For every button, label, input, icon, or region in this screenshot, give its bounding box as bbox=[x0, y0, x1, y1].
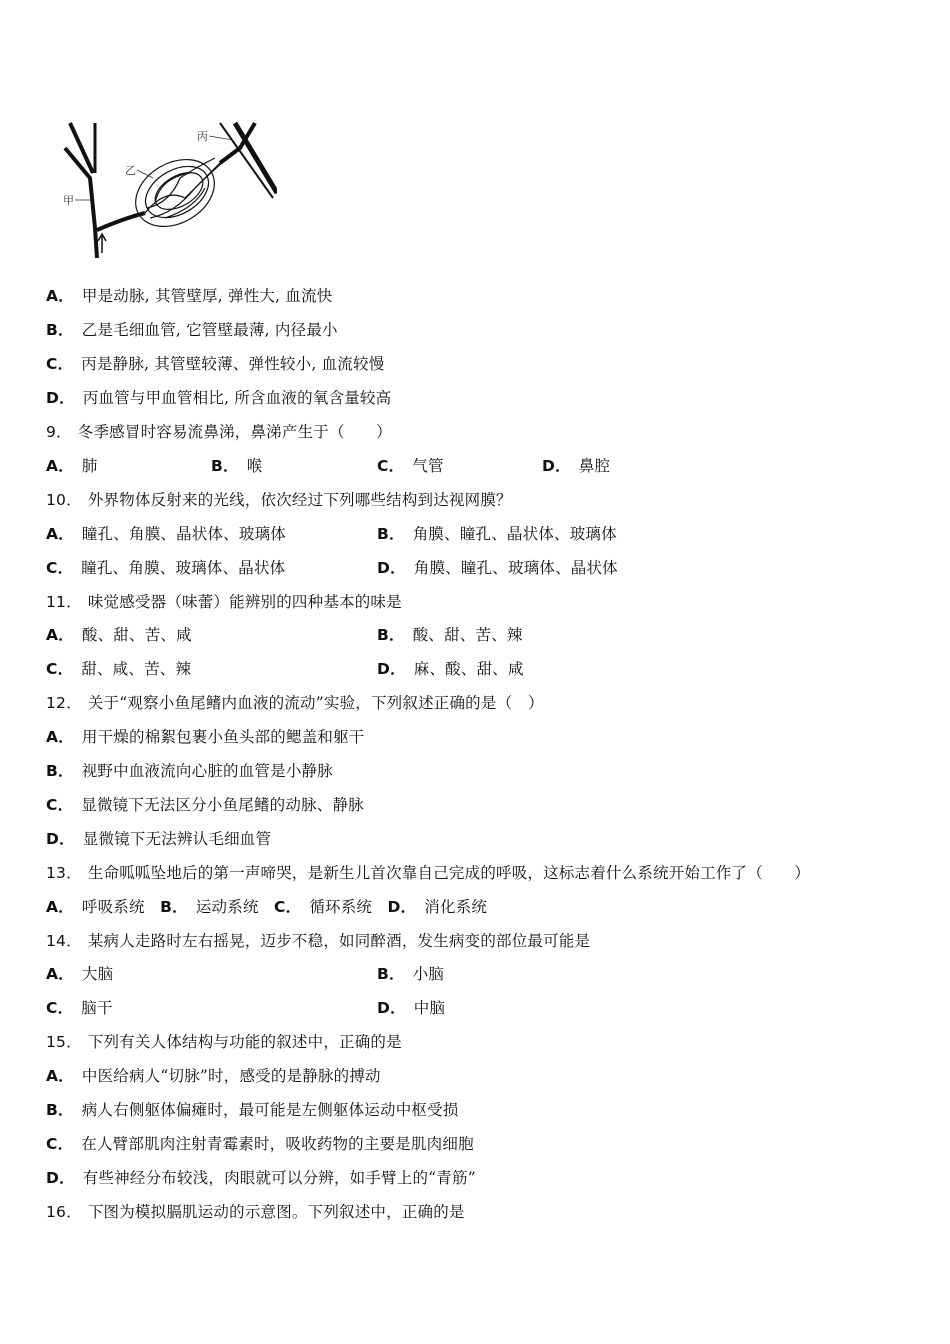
q13-stem: 13． 生命呱呱坠地后的第一声啼哭，是新生儿首次靠自己完成的呼吸，这标志着什么系统开始工作了（ ） bbox=[46, 864, 811, 882]
q15-option-d: D． 有些神经分布较浅，肉眼就可以分辨，如手臂上的“青筋” bbox=[46, 1169, 476, 1187]
q10-option-d: D． 角膜、瞳孔、玻璃体、晶状体 bbox=[377, 559, 618, 577]
q9-option-b: B． 喉 bbox=[211, 457, 263, 475]
q13-option-a: A． 呼吸系统 bbox=[46, 898, 145, 916]
q8-option-b: B． 乙是毛细血管, 它管壁最薄, 内径最小 bbox=[46, 321, 338, 339]
q14-option-c: C． 脑干 bbox=[46, 999, 113, 1017]
q12-option-d: D． 显微镜下无法辨认毛细血管 bbox=[46, 830, 272, 848]
q11-stem: 11． 味觉感受器（味蕾）能辨别的四种基本的味是 bbox=[46, 593, 402, 611]
q15-option-c: C． 在人臂部肌肉注射青霉素时，吸收药物的主要是肌肉细胞 bbox=[46, 1135, 474, 1153]
capillary-network bbox=[124, 146, 227, 240]
q14-option-b: B． 小脑 bbox=[377, 965, 445, 983]
flow-arrow bbox=[98, 234, 106, 253]
q15-option-b: B． 病人右侧躯体偏瘫时，最可能是左侧躯体运动中枢受损 bbox=[46, 1101, 459, 1119]
q15-stem: 15． 下列有关人体结构与功能的叙述中，正确的是 bbox=[46, 1033, 402, 1051]
q11-option-b: B． 酸、甜、苦、辣 bbox=[377, 626, 523, 644]
q9-option-d: D． 鼻腔 bbox=[542, 457, 611, 475]
vessel-branch bbox=[97, 213, 145, 230]
label-bing: 丙 bbox=[197, 130, 208, 143]
q10-option-c: C． 瞳孔、角膜、玻璃体、晶状体 bbox=[46, 559, 286, 577]
q12-stem: 12． 关于“观察小鱼尾鳍内血液的流动”实验，下列叙述正确的是（ ） bbox=[46, 694, 544, 712]
label-yi: 乙 bbox=[125, 164, 136, 177]
q12-option-a: A． 用干燥的棉絮包裹小鱼头部的鳃盖和躯干 bbox=[46, 728, 365, 746]
q13-option-c: C． 循环系统 bbox=[274, 898, 373, 916]
q10-option-a: A． 瞳孔、角膜、晶状体、玻璃体 bbox=[46, 525, 287, 543]
q9-option-a: A． 肺 bbox=[46, 457, 98, 475]
q11-option-a: A． 酸、甜、苦、咸 bbox=[46, 626, 192, 644]
q10-stem: 10． 外界物体反射来的光线，依次经过下列哪些结构到达视网膜？ bbox=[46, 491, 512, 509]
q9-option-c: C． 气管 bbox=[377, 457, 444, 475]
q14-option-d: D． 中脑 bbox=[377, 999, 446, 1017]
q15-option-a: A． 中医给病人“切脉”时，感受的是静脉的搏动 bbox=[46, 1067, 381, 1085]
q8-option-d: D． 丙血管与甲血管相比, 所含血液的氧含量较高 bbox=[46, 389, 392, 407]
q12-option-b: B． 视野中血液流向心脏的血管是小静脉 bbox=[46, 762, 333, 780]
q13-option-b: B． 运动系统 bbox=[160, 898, 259, 916]
q8-option-a: A． 甲是动脉, 其管壁厚, 弹性大, 血流快 bbox=[46, 287, 333, 305]
q16-stem: 16． 下图为模拟膈肌运动的示意图。下列叙述中，正确的是 bbox=[46, 1203, 465, 1221]
q11-option-c: C． 甜、咸、苦、辣 bbox=[46, 660, 192, 678]
q8-option-c: C． 丙是静脉, 其管壁较薄、弹性较小, 血流较慢 bbox=[46, 355, 385, 373]
label-jia: 甲 bbox=[63, 194, 74, 207]
q12-option-c: C． 显微镜下无法区分小鱼尾鳍的动脉、静脉 bbox=[46, 796, 364, 814]
q14-stem: 14． 某病人走路时左右摇晃，迈步不稳，如同醉酒，发生病变的部位最可能是 bbox=[46, 932, 591, 950]
blood-vessel-figure bbox=[55, 118, 277, 258]
q9-stem: 9． 冬季感冒时容易流鼻涕，鼻涕产生于（ ） bbox=[46, 423, 392, 441]
q14-option-a: A． 大脑 bbox=[46, 965, 114, 983]
q11-option-d: D． 麻、酸、甜、咸 bbox=[377, 660, 524, 678]
q10-option-b: B． 角膜、瞳孔、晶状体、玻璃体 bbox=[377, 525, 617, 543]
q13-options bbox=[46, 897, 487, 917]
q13-option-d: D． 消化系统 bbox=[387, 898, 488, 916]
